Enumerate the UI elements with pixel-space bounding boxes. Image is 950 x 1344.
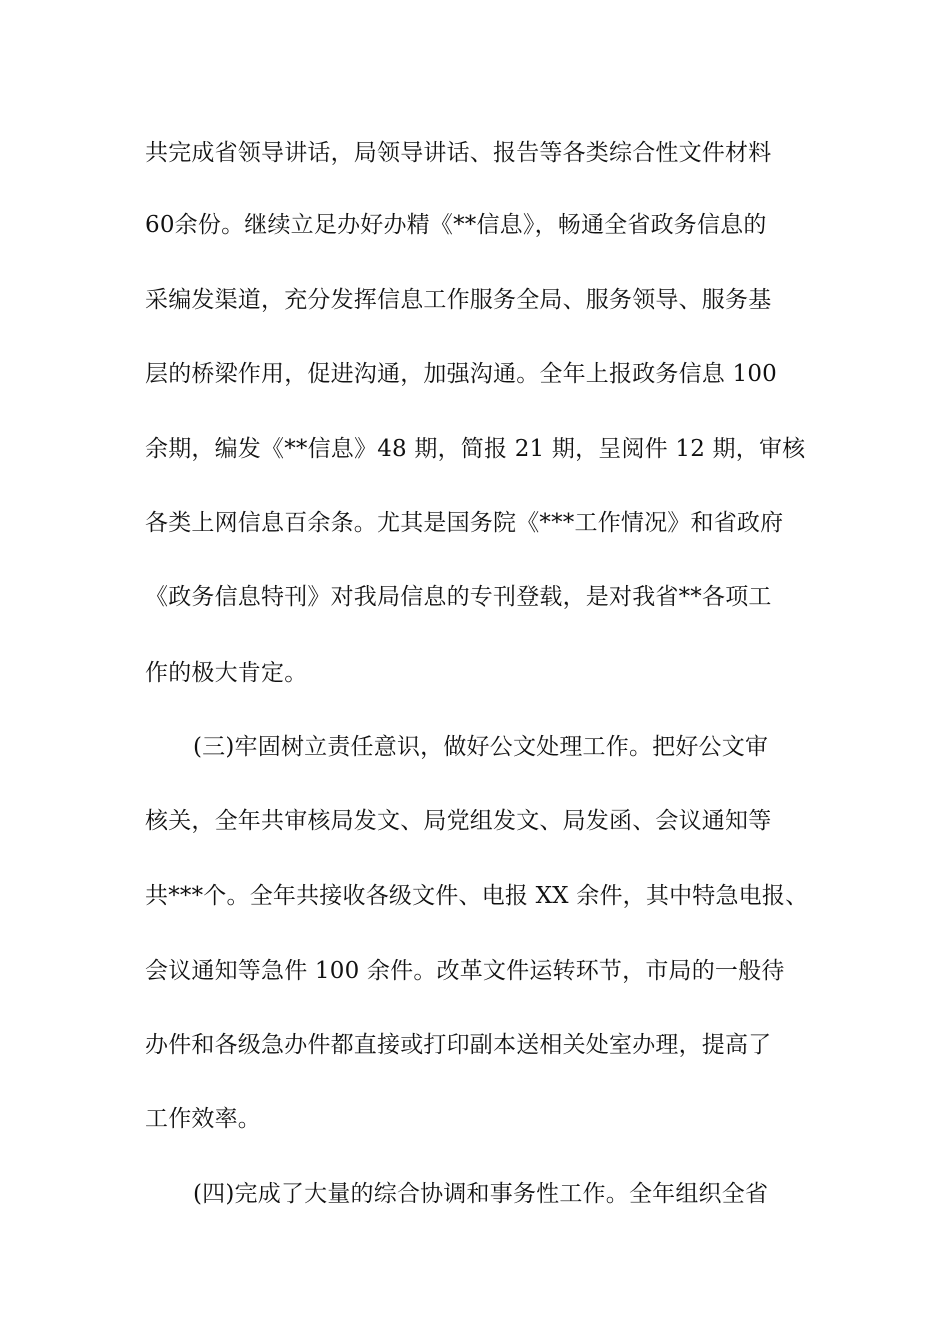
text-line: 采编发渠道，充分发挥信息工作服务全局、服务领导、服务基 — [145, 287, 772, 313]
text-line: 共完成省领导讲话，局领导讲话、报告等各类综合性文件材料 — [145, 140, 772, 166]
text-line: 各类上网信息百余条。尤其是国务院《***工作情况》和省政府 — [145, 510, 784, 536]
text-line: 层的桥梁作用，促进沟通，加强沟通。全年上报政务信息 100 — [145, 361, 778, 387]
text-line: 核关，全年共审核局发文、局党组发文、局发函、会议通知等 — [145, 808, 772, 834]
text-line: 共***个。全年共接收各级文件、电报 XX 余件，其中特急电报、 — [145, 883, 809, 909]
text-line: 办件和各级急办件都直接或打印副本送相关处室办理，提高了 — [145, 1032, 772, 1058]
text-line: 作的极大肯定。 — [145, 660, 308, 686]
paragraph-heading-line: (四)完成了大量的综合协调和事务性工作。全年组织全省 — [193, 1181, 769, 1207]
text-line: 会议通知等急件 100 余件。改革文件运转环节，市局的一般待 — [145, 958, 785, 984]
text-line: 60余份。继续立足办好办精《**信息》，畅通全省政务信息的 — [145, 212, 767, 238]
text-line: 工作效率。 — [145, 1106, 261, 1132]
text-line: 余期，编发《**信息》48 期，简报 21 期，呈阅件 12 期，审核 — [145, 436, 806, 462]
text-line: 《政务信息特刊》对我局信息的专刊登载，是对我省**各项工 — [145, 584, 772, 610]
paragraph-heading-line: (三)牢固树立责任意识，做好公文处理工作。把好公文审 — [193, 734, 769, 760]
